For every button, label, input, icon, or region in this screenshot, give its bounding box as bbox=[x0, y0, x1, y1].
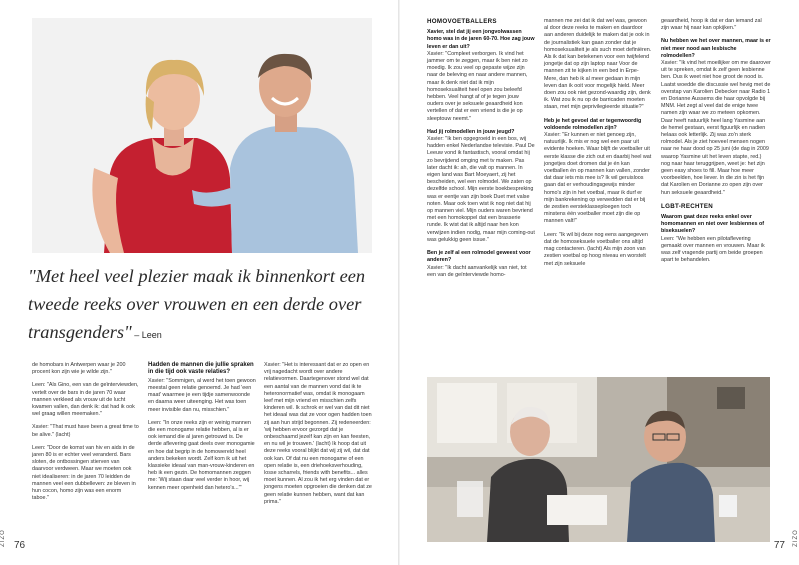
magazine-logo: ZIZO bbox=[793, 529, 799, 547]
page-number: 77 bbox=[773, 540, 785, 551]
paragraph: Leen: "Ik wil bij deze nog eens aangegeven dat de homoseksuele voetballer ons altijd mag contacteren. (lacht) Als mijn zoon van zestien voetbal op hoog niveau en worstelt met zijn seksuele bbox=[544, 231, 648, 267]
paragraph: Xavier: "Ik dacht aanvankelijk van niet, tot een van de geïnterviewde homo- bbox=[427, 264, 527, 278]
pull-quote bbox=[28, 262, 378, 349]
pull-quote-author: – Leen bbox=[131, 330, 162, 340]
section-title: LGBT-RECHTEN bbox=[661, 202, 714, 210]
left-page bbox=[0, 0, 399, 565]
portrait-photo-illustration bbox=[32, 18, 372, 253]
paragraph: Xavier: "Ik ben opgegroeid in een bos, wij hadden enkel Nederlandse televisie. Paul De Leeuw vond ik fantastisch, vooral omdat hij zo bevrijdend omging met tv maken. Pas later dacht ik: ah, die valt op mannen. In eigen land was Bart Moeyaert, zij het bescheiden, wel een rolmodel. We zaten op dezelfde school. Mijn eerste boekbespreking was er eentje van zijn boek Duet met valse noten. Maar ook toen wist ik nog niet dat hij op mannen viel. Mijn ouders waren bevriend met een homokoppel dat een brasserie runde. Ik wist dat ik altijd naar hen kon verwijzen indien nodig, maar mijn coming-out was gelukkig geen issue." bbox=[427, 136, 535, 243]
paragraph: Xavier: "That must have been a great time to be alive." (lacht) bbox=[32, 424, 139, 438]
paragraph: Xavier: "Sommigen, al werd het toen gewoon meestal geen relatie genoemd. Je had 'een maat' waarmee je een tijdje samenwoonde en daarna weer uiteenging. Het was toen meer invisible dan nu, misschien." bbox=[148, 377, 256, 413]
magazine-logo: ZIZO bbox=[0, 529, 6, 547]
left-column-2 bbox=[148, 362, 256, 498]
question-heading: Xavier, stel dat jij een jongvolwassen homo was in de jaren 60-70. Hoe zag jouw leven er dan uit? bbox=[427, 29, 535, 50]
question-heading: Heb je het gevoel dat er tegenwoordig voldoende rolmodellen zijn? bbox=[544, 117, 642, 131]
paragraph: de homobars in Antwerpen waar je 200 procent kon zijn wie je wilde zijn." bbox=[32, 362, 126, 376]
paragraph: Leen: "Door de komst van hiv en aids in de jaren 80 is er echter veel veranderd. Bars sloten, de ontbossingen stierven van daarvoor verdween. Maar we moeten ook niet idealiseren: in de jaren 70 leidden de mannen veel een dubbelleven: ze bleven in hun cocon, homo zijn was een enorm taboe." bbox=[32, 444, 136, 502]
right-page bbox=[400, 0, 799, 565]
interview-photo bbox=[427, 377, 770, 542]
paragraph: geaardheid, hoop ik dat er dan iemand zal zijn waar hij naar kan opkijken." bbox=[661, 18, 762, 32]
paragraph: Xavier: "Er kunnen er niet genoeg zijn, natuurlijk. Ik mis er nog wel een paar uit evidente hoeken. Waar blijft de voetballer uit eerste klasse die zich out en daarbij heel wat jongetjes doet dromen dat je én kan voetballen én op mannen kan vallen, zonder dat daar iets mis mee is? Ik wil geruisloos gaan dat er verhoudingsgewijs minder homo's zijn in het voetbal, maar ik durf er mijn bankrekening op verwedden dat er bij de zestien eersteklasseploegen toch minstens één voetballer moet zijn die op mannen valt!" bbox=[544, 132, 652, 225]
right-column-3 bbox=[661, 18, 771, 271]
interview-photo-illustration bbox=[427, 377, 770, 542]
question-heading: Waarom gaat deze reeks enkel over homomannen en niet over lesbiennes of biseksuelen? bbox=[661, 214, 765, 235]
right-column-2 bbox=[544, 18, 652, 274]
question-heading: Nu hebben we het over mannen, maar is er niet meer nood aan lesbische rolmodellen? bbox=[661, 38, 771, 59]
section-title: HOMOVOETBALLERS bbox=[427, 18, 497, 25]
paragraph: Leen: "In onze reeks zijn er weinig mannen die een monogame relatie hebben, al is er ook iemand die al jaren getrouwd is. De derde aflevering gaat deels over monogamie en hoe dat begrip in de homowereld heel anders bekeken wordt. Zelf kom ik uit het klassieke ideaal van man-vrouw-kinderen en heb ik een gezin. De homomannen zeggen me: 'Wij staan daar veel verder in hoor, wij kennen meer openheid dan hetero's...'" bbox=[148, 419, 255, 491]
page-number: 76 bbox=[14, 540, 26, 551]
question-heading: Hadden de mannen die jullie spraken in die tijd ook vaste relaties? bbox=[148, 362, 254, 376]
right-column-1 bbox=[427, 18, 535, 285]
left-column-3 bbox=[264, 362, 372, 512]
paragraph: Leen: "Als Gino, een van de geïnterviewden, vertelt over de bars in de jaren 70 waar mannen verkleed als vrouw uit de lucht kwamen vallen, dan denk ik: dat had ik ook wel graag willen meemaken." bbox=[32, 382, 139, 418]
portrait-photo bbox=[32, 18, 372, 253]
paragraph: Xavier: "Ik vind het moeilijker om me daarover uit te spreken, omdat ik zelf geen lesbienne ben. Dus ik weet niet hoe groot de nood is. Laatst woedde die discussie wel hevig met de overstap van Karolien Debecker naar Radio 1 en Dorianne Aussems die haar opvolgde bij MNM. Het zegt al veel dat de enige twee namen zijn waar we zo meteen opkomen. Daar heeft natuurlijk heel lang Yasmine aan de hemel gestaan, eerst figuurlijk en nadien helaas ook letterlijk. Zij was zo'n sterk rolmodel. Als je ziet hoeveel mensen nogen naar ne haar dood op 25 juni (de dag in 2009 waarop Yasmine uit het leven stapte, red.) nog naar haar teruggrijpen, weet je: het zijn geen easy shoes to fill. Maar hoe meer voorbeelden, hoe liever. In die zin is het fijn dat Karolien en Dorianne zo open zijn over hun seksuele geaardheid." bbox=[661, 60, 771, 196]
question-heading: Ben je zelf al een rolmodel geweest voor anderen? bbox=[427, 250, 531, 264]
question-heading: Had jij rolmodellen in jouw jeugd? bbox=[427, 128, 515, 135]
paragraph: mannen me zei dat ik dat wel was, gewoon al door deze reeks te maken en daardoor aan anderen duidelijk te maken dat je ook in de journalistiek kan gaan zonder dat je homoseksualiteit je als such moet definiëren. Als ik dat kan betekenen voor een twijfelend jongetje dat op zijn laptop naar Voor de mannen zit te kijken in een bed in Erpe-Mere, dan heb ik al meer gedaan in mijn leven dan ik ooit voor mogelijk hield. Meer doen zou ook niet gezond-waardig zijn, denk ik. Wat zou ik nu op de barricaden moeten staan, met mijn geprivilegieerde situatie?" bbox=[544, 18, 652, 111]
paragraph: Xavier: "Compleet verborgen. Ik vind het jammer om te zeggen, maar ik ben niet zo moedig. Ik zou veel op gepaste wijze zijn naar de beleving en naar andere mannen, maar ik denk niet dat ik mijn homoseksualiteit heel open zou beleefd hebben. Veel hangt af of je tegen jouw ouders over je seksuele geaardheid kon vertellen of dat er een vriend is die je op sleeptouw neemt." bbox=[427, 50, 528, 122]
paragraph: Leen: "We hebben een pilotaflevering gemaakt over mannen en vrouwen. Maar ik was zelf vragende partij om beide groepen apart te behandelen. bbox=[661, 235, 765, 264]
paragraph: Xavier: "Het is interessant dat er zo open en vrij nagedacht wordt over andere relatievormen. Daartegenover stond wel dat een aantal van de mannen vond dat ik te heteronormatief was, omdat ik monogaam leef met mijn vriend en misschien zelfs kinderen wil. Ik schrok er wel van dat dit niet het ideaal was dat ze voor ogen hadden toen zij aan hun strijd begonnen. Zij redeneerden: 'wij hebben ervoor gezorgd dat je onbeschaamd jezelf kan zijn en kan feesten, en nu wil je trouwen.' (lacht) Ik hoop dat uit deze reeks vooral blijkt dat wij zij wil, dat dat ook kan. Of dat nu een monogame of een open relatie is, een driehoeksverhouding, losse scharrels, friends with benefits... alles moet kunnen. Al zou ik het erg vinden dat er jongens moeten opgroeien die denken dat ze geen relatie kunnen hebben, want dat kan prima." bbox=[264, 362, 372, 505]
left-column-1 bbox=[32, 362, 139, 508]
pull-quote-text: "Met heel veel plezier maak ik binnenkort een tweede reeks over vrouwen en een derde over transgenders" bbox=[28, 266, 366, 342]
